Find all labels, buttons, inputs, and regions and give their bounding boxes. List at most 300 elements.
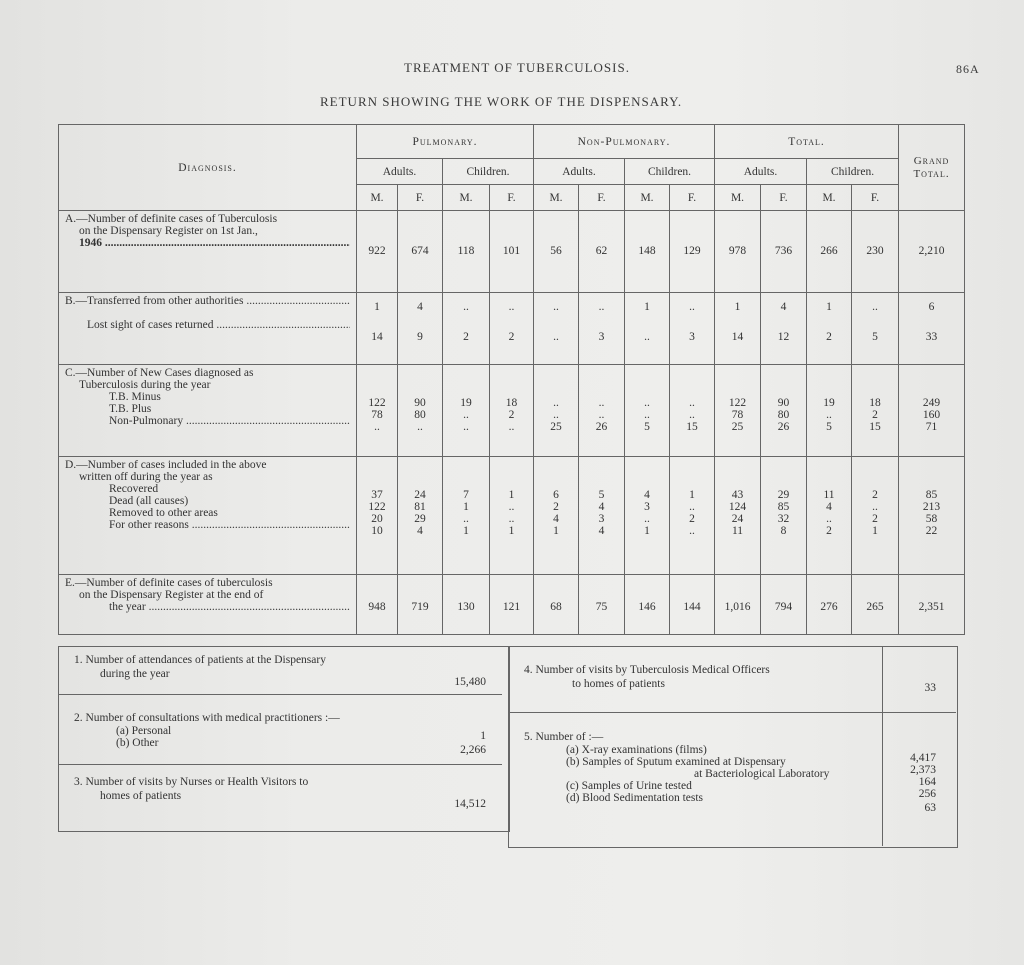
row-label-line: Removed to other areas	[109, 507, 218, 519]
value-cell	[534, 293, 579, 365]
value-cell	[443, 575, 490, 635]
row-label-line: For other reasons .....	[65, 519, 350, 531]
row-label-line: on the Dispensary Register on 1st Jan.,	[79, 225, 258, 237]
value: 18	[505, 397, 518, 409]
value-cell	[398, 293, 443, 365]
value	[901, 373, 962, 385]
value	[492, 373, 531, 385]
value: 80	[414, 409, 426, 421]
summary-value: 33	[924, 682, 936, 694]
subgroup-header: Adults.	[715, 159, 807, 185]
value	[854, 477, 896, 489]
value: ..	[872, 501, 878, 513]
value: 5	[598, 489, 605, 501]
value: 5	[872, 331, 878, 343]
value: 1	[826, 301, 832, 313]
value-cell	[625, 293, 670, 365]
sex-header: M.	[357, 185, 398, 211]
page-title: TREATMENT OF TUBERCULOSIS.	[404, 60, 630, 75]
subgroup-header: Children.	[443, 159, 534, 185]
table-row	[59, 211, 965, 293]
value: 1	[463, 501, 469, 513]
total-header: Total.	[715, 125, 899, 159]
value: ..	[508, 421, 515, 433]
value	[581, 385, 622, 397]
value: 2	[826, 331, 832, 343]
value: 160	[922, 409, 941, 421]
value: 81	[414, 501, 426, 513]
value-cell	[715, 575, 761, 635]
value	[536, 477, 576, 489]
value: 58	[925, 513, 938, 525]
value: 2	[872, 513, 878, 525]
value: 90	[777, 397, 790, 409]
value-cell	[357, 457, 398, 575]
value: 1	[734, 301, 741, 313]
summary-line: (a) Personal	[116, 725, 172, 737]
sex-header: F.	[670, 185, 715, 211]
value: 80	[777, 409, 790, 421]
sex-header: F.	[398, 185, 443, 211]
value: 11	[823, 489, 835, 501]
value	[717, 477, 758, 489]
value: 15	[686, 421, 698, 433]
value: ..	[463, 421, 469, 433]
value	[492, 465, 531, 477]
value	[901, 465, 962, 477]
value	[672, 465, 712, 477]
value-cell	[625, 211, 670, 293]
divider	[58, 694, 502, 695]
value-cell	[534, 457, 579, 575]
sex-header: F.	[490, 185, 534, 211]
value-cell	[807, 293, 852, 365]
row-label-line: Dead (all causes)	[109, 495, 189, 507]
value-cell	[443, 211, 490, 293]
summary-line: to homes of patients	[572, 678, 665, 690]
value	[400, 465, 440, 477]
value-cell	[761, 365, 807, 457]
value: ..	[417, 421, 423, 433]
value: ..	[826, 409, 832, 421]
value-cell	[852, 575, 899, 635]
summary-value: 1	[480, 730, 486, 742]
value: 2	[872, 409, 878, 421]
value: 2	[689, 513, 695, 525]
value: 121	[502, 601, 521, 613]
page-number: 86A	[956, 62, 980, 76]
value: 26	[777, 421, 790, 433]
value	[359, 477, 395, 489]
value: 146	[638, 601, 656, 613]
value: 122	[728, 397, 747, 409]
value: 978	[728, 245, 747, 257]
value: 1	[553, 525, 559, 537]
value: 1	[644, 301, 650, 313]
value-cell	[807, 575, 852, 635]
value-cell	[443, 365, 490, 457]
value: 122	[368, 501, 386, 513]
summary-line: 3. Number of visits by Nurses or Health Visitors to	[74, 776, 309, 788]
value: ..	[689, 409, 695, 421]
sex-header: F.	[761, 185, 807, 211]
row-label-line: written off during the year as	[79, 471, 213, 483]
sex-header: M.	[807, 185, 852, 211]
value: 24	[731, 513, 744, 525]
value	[717, 465, 758, 477]
value	[672, 477, 712, 489]
value: 736	[774, 245, 793, 257]
value-cell	[761, 293, 807, 365]
summary-line: 2. Number of consultations with medical practitioners :—	[74, 712, 340, 724]
row-label-line: D.—Number of cases included in the above	[65, 459, 267, 471]
value: ..	[553, 409, 559, 421]
value: 276	[820, 601, 838, 613]
value: 2	[872, 489, 878, 501]
value	[581, 313, 622, 331]
value-cell	[490, 365, 534, 457]
value-cell	[534, 211, 579, 293]
summary-line: (b) Samples of Sputum examined at Dispensary	[566, 756, 786, 768]
value: ..	[463, 301, 469, 313]
value	[763, 313, 804, 331]
value: 2,210	[918, 245, 945, 257]
value-cell	[625, 575, 670, 635]
row-label-line: T.B. Plus	[109, 403, 152, 415]
value: 213	[922, 501, 941, 513]
value: 3	[598, 331, 605, 343]
value-cell	[715, 365, 761, 457]
value: ..	[689, 301, 695, 313]
value	[400, 477, 440, 489]
value-cell	[807, 211, 852, 293]
value-cell	[852, 211, 899, 293]
value: 90	[414, 397, 426, 409]
summary-line: (c) Samples of Urine tested	[566, 780, 692, 792]
summary-line: 1. Number of attendances of patients at the Dispensary	[74, 654, 326, 666]
pulmonary-header: Pulmonary.	[357, 125, 534, 159]
value	[359, 465, 395, 477]
value: 85	[777, 501, 790, 513]
summary-value: 2,373	[910, 764, 936, 776]
value: ..	[826, 513, 832, 525]
value	[445, 477, 487, 489]
value-cell	[670, 365, 715, 457]
value: 20	[371, 513, 383, 525]
value: 230	[866, 245, 884, 257]
value-cell	[534, 575, 579, 635]
value	[763, 385, 804, 397]
value	[672, 373, 712, 385]
row-label-line: the year .....	[65, 601, 350, 613]
value: ..	[508, 513, 515, 525]
value: 5	[644, 421, 650, 433]
value-cell	[579, 365, 625, 457]
value: 3	[644, 501, 650, 513]
value-cell	[715, 211, 761, 293]
table-row	[59, 575, 965, 635]
row-label-line: T.B. Minus	[109, 391, 161, 403]
value: ..	[598, 409, 605, 421]
row-label-line: B.—Transferred from other authorities .....	[65, 295, 350, 307]
value	[536, 313, 576, 331]
value: 6	[928, 301, 935, 313]
value: 948	[368, 601, 386, 613]
value: 148	[638, 245, 656, 257]
sex-header: M.	[625, 185, 670, 211]
value	[901, 385, 962, 397]
value: 7	[463, 489, 469, 501]
row-label-line	[65, 307, 350, 319]
value	[809, 385, 849, 397]
value: 1	[508, 525, 515, 537]
value	[672, 313, 712, 331]
value-cell	[807, 365, 852, 457]
value-cell	[715, 293, 761, 365]
value: 1	[644, 525, 650, 537]
value	[359, 313, 395, 331]
value-cell	[443, 293, 490, 365]
value	[492, 313, 531, 331]
value	[400, 373, 440, 385]
summary-value: 4,417	[910, 752, 936, 764]
value: ..	[463, 513, 469, 525]
value-cell	[357, 293, 398, 365]
row-label-line: Recovered	[109, 483, 159, 495]
value	[536, 373, 576, 385]
value-cell	[899, 293, 965, 365]
table-row	[59, 293, 965, 365]
value-cell	[398, 211, 443, 293]
value-cell	[579, 575, 625, 635]
sex-header: F.	[852, 185, 899, 211]
value: 1	[689, 489, 695, 501]
value-cell	[398, 575, 443, 635]
value: 62	[595, 245, 608, 257]
sex-header: M.	[715, 185, 761, 211]
row-label-line: E.—Number of definite cases of tuberculosis	[65, 577, 273, 589]
summary-value: 256	[918, 788, 936, 800]
value-cell	[357, 365, 398, 457]
row-label-line: 1946 .....	[65, 237, 350, 249]
value	[492, 477, 531, 489]
summary-line: (a) X-ray examinations (films)	[566, 744, 707, 756]
value: 265	[866, 601, 884, 613]
summary-line: 5. Number of :—	[524, 731, 604, 743]
row-label-line: Tuberculosis during the year	[79, 379, 211, 391]
value	[359, 385, 395, 397]
value-cell	[852, 457, 899, 575]
value-cell	[761, 575, 807, 635]
value: ..	[553, 301, 559, 313]
value: 19	[823, 397, 835, 409]
value: 78	[371, 409, 383, 421]
value: ..	[689, 525, 695, 537]
value-cell	[670, 457, 715, 575]
value: 68	[550, 601, 562, 613]
value-cell	[899, 211, 965, 293]
value: 29	[777, 489, 790, 501]
value	[717, 385, 758, 397]
value	[763, 373, 804, 385]
value: 10	[371, 525, 383, 537]
summary-value: 2,266	[460, 744, 486, 756]
value	[854, 373, 896, 385]
diagnosis-header: Diagnosis.	[59, 125, 357, 211]
value: ..	[689, 501, 695, 513]
value: 2,351	[918, 601, 945, 613]
value: 71	[925, 421, 938, 433]
value: ..	[872, 301, 878, 313]
summary-line: (b) Other	[116, 737, 159, 749]
value	[854, 385, 896, 397]
row-label-line: Lost sight of cases returned .....	[65, 319, 350, 331]
value-cell	[670, 211, 715, 293]
value-cell	[490, 211, 534, 293]
row-label-line: C.—Number of New Cases diagnosed as	[65, 367, 254, 379]
value: 129	[683, 245, 701, 257]
value: ..	[508, 501, 515, 513]
value-cell	[398, 457, 443, 575]
value-cell	[357, 211, 398, 293]
row-label-line: on the Dispensary Register at the end of	[79, 589, 264, 601]
value: 144	[683, 601, 701, 613]
value: 2	[508, 409, 515, 421]
subgroup-header: Adults.	[534, 159, 625, 185]
value-cell	[715, 457, 761, 575]
value	[400, 313, 440, 331]
divider	[510, 712, 956, 713]
value: 4	[553, 513, 559, 525]
value-cell	[852, 293, 899, 365]
value	[581, 373, 622, 385]
grand-total-header: Grand Total.	[899, 125, 965, 211]
subgroup-header: Children.	[807, 159, 899, 185]
value: 2	[826, 525, 832, 537]
value: 4	[598, 501, 605, 513]
value-cell	[852, 365, 899, 457]
value: 9	[417, 331, 423, 343]
value: ..	[644, 397, 650, 409]
summary-value: 164	[918, 776, 936, 788]
value: 75	[595, 601, 608, 613]
value	[359, 373, 395, 385]
value-cell	[761, 211, 807, 293]
value: ..	[598, 301, 605, 313]
value	[627, 313, 667, 331]
value	[445, 313, 487, 331]
value	[854, 313, 896, 331]
value: 6	[553, 489, 559, 501]
summary-line: homes of patients	[100, 790, 182, 802]
divider	[882, 646, 883, 846]
summary-value: 63	[924, 802, 936, 814]
value: 1	[872, 525, 878, 537]
value: 118	[457, 245, 475, 257]
value: ..	[644, 409, 650, 421]
summary-line: at Bacteriological Laboratory	[694, 768, 830, 780]
value: 922	[368, 245, 386, 257]
value: ..	[644, 513, 650, 525]
value-cell	[761, 457, 807, 575]
value-cell	[490, 575, 534, 635]
sex-header: M.	[443, 185, 490, 211]
value: 101	[502, 245, 521, 257]
value-cell	[625, 365, 670, 457]
value: ..	[463, 409, 469, 421]
value-cell	[899, 457, 965, 575]
value: 37	[371, 489, 383, 501]
value-cell	[625, 457, 670, 575]
value: 2	[508, 331, 515, 343]
value: 85	[925, 489, 938, 501]
value	[445, 373, 487, 385]
summary-value: 15,480	[454, 676, 486, 688]
value: 122	[368, 397, 386, 409]
value: 18	[869, 397, 881, 409]
dispensary-return-table	[58, 124, 965, 635]
value: 5	[826, 421, 832, 433]
value: 266	[820, 245, 838, 257]
value-cell	[443, 457, 490, 575]
table-row	[59, 365, 965, 457]
value	[492, 385, 531, 397]
sex-header: F.	[579, 185, 625, 211]
value: 14	[731, 331, 744, 343]
row-label-line: A.—Number of definite cases of Tuberculosis	[65, 213, 278, 225]
value	[627, 477, 667, 489]
value	[445, 465, 487, 477]
summary-line: during the year	[100, 668, 170, 680]
subgroup-header: Adults.	[357, 159, 443, 185]
value-cell	[899, 365, 965, 457]
value-cell	[670, 575, 715, 635]
value: 4	[598, 525, 605, 537]
value	[809, 373, 849, 385]
value: 1	[508, 489, 515, 501]
value: 130	[457, 601, 475, 613]
value	[854, 465, 896, 477]
value: 794	[774, 601, 793, 613]
value: ..	[508, 301, 515, 313]
value: 29	[414, 513, 426, 525]
value: 4	[644, 489, 650, 501]
row-label	[59, 575, 357, 635]
value-cell	[579, 293, 625, 365]
value: 14	[371, 331, 383, 343]
value: 56	[550, 245, 562, 257]
value-cell	[534, 365, 579, 457]
value-cell	[398, 365, 443, 457]
value: 8	[780, 525, 787, 537]
value: 25	[550, 421, 562, 433]
row-label	[59, 457, 357, 575]
value: 3	[689, 331, 695, 343]
value-cell	[807, 457, 852, 575]
row-label-line: Non-Pulmonary .....	[65, 415, 350, 427]
value: ..	[689, 397, 695, 409]
row-label	[59, 293, 357, 365]
value: 1	[374, 301, 380, 313]
value-cell	[357, 575, 398, 635]
value-cell	[579, 457, 625, 575]
value: ..	[553, 331, 559, 343]
value: 249	[922, 397, 941, 409]
value-cell	[670, 293, 715, 365]
value	[901, 477, 962, 489]
value: 1,016	[724, 601, 751, 613]
sex-header: M.	[534, 185, 579, 211]
